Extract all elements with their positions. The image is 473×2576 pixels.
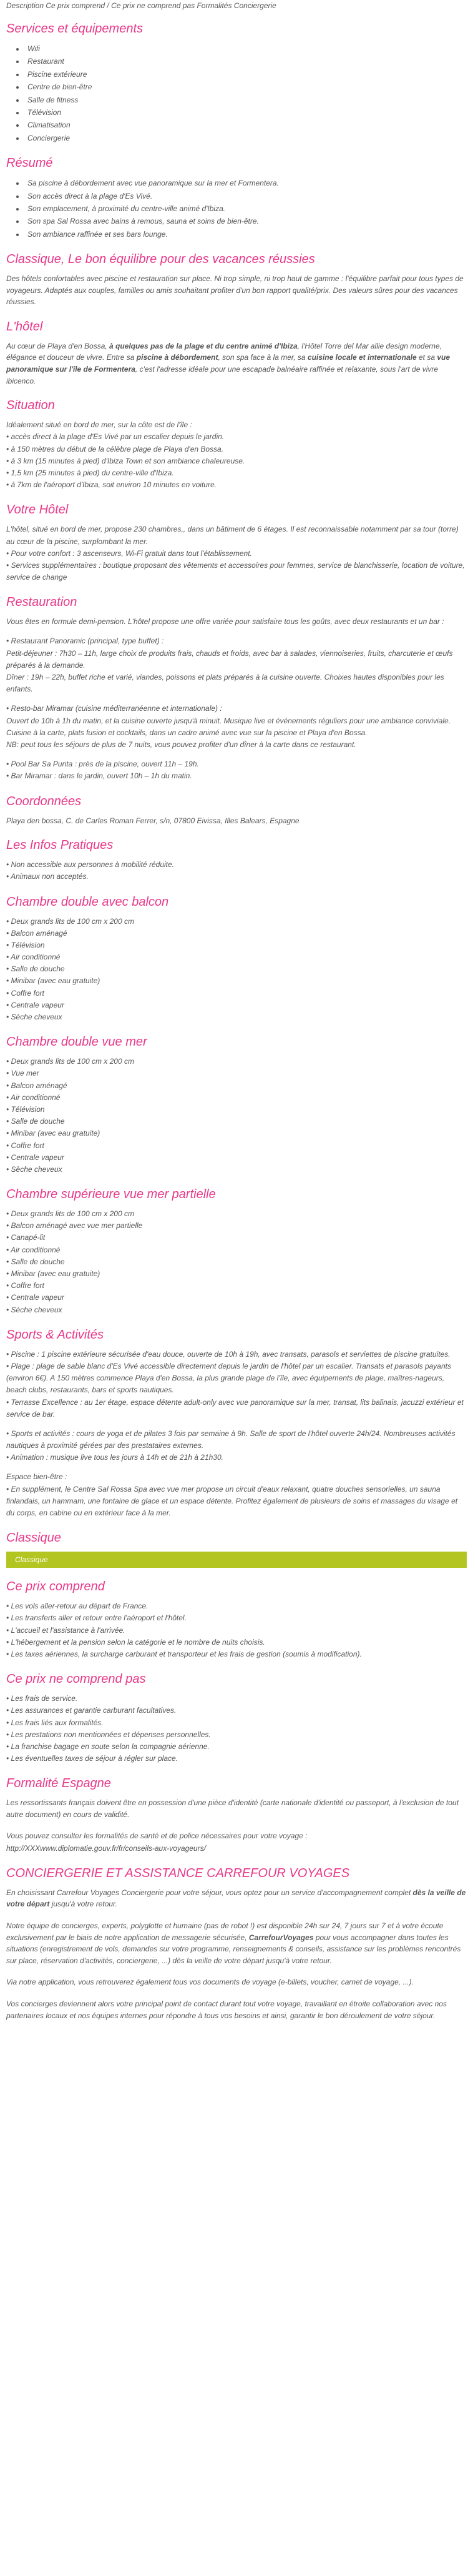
conciergerie-p4: Vos concierges deviennent alors votre principal point de contact durant tout votre voyage, travaillant en étroite collaboration avec nos partenaires locaux et nos équipes internes pour répondre à tous vos besoins et ainsi, garantir le bon déroulement de votre séjour. <box>6 1999 447 2020</box>
services-list <box>25 42 467 144</box>
list-item: • Télévision <box>25 106 467 119</box>
list-item: • Son emplacement, à proximité du centre-ville animé d'Ibiza. <box>25 202 467 215</box>
hotel-title: L'hôtel <box>6 319 43 334</box>
conciergerie-p2: Notre équipe de concierges, experts, polyglotte et humaine (pas de robot !) est disponible 24h sur 24, 7 jours sur 7 et à votre écoute exclusivement par le biais de notre application de messagerie sécurisée, CarrefourVoyages pour vous accompagner dans toutes les situations (enregistrement de vols, demandes sur votre programme, renseignements & conseils, assistance sur les problèmes rencontrés sur place, réservation d'activités, conciergerie, ...) dès la veille de votre départ jusqu'à votre retour. <box>6 1921 461 1965</box>
list-item: • Piscine extérieure <box>25 68 467 81</box>
list-item: • Son spa Sal Rossa avec bains à remous, sauna et soins de bien-être. <box>25 215 467 227</box>
comprend-lines: • Les vols aller-retour au départ de France. • Les transferts aller et retour entre l'aéroport et l'hôtel. • L'accueil et l'assistance à l'arrivée. • L'hébergement et la pension selon la catégorie et le nombre de nuits choisis. • Les taxes aériennes, la surcharge carburant et transporteur et les frais de gestion (soumis à modification). <box>6 1602 362 1658</box>
infos-lines: • Non accessible aux personnes à mobilité réduite. • Animaux non acceptés. <box>6 860 175 881</box>
formalite-title: Formalité Espagne <box>6 1776 111 1791</box>
conciergerie-p3: Via notre application, vous retrouverez également tous vos documents de voyage (e-billets, voucher, carnet de voyage, ...). <box>6 1978 414 1987</box>
ne-comprend-title: Ce prix ne comprend pas <box>6 1672 146 1687</box>
services-title: Services et équipements <box>6 22 144 36</box>
situation-title: Situation <box>6 399 55 413</box>
formalite-links: Vous pouvez consulter les formalités de santé et de police nécessaires pour votre voyage : http://XXXwww.diplomatie.gouv.fr/fr/conseils-aux-voyageurs/ <box>6 1830 467 1854</box>
conciergerie-p1: En choisissant Carrefour Voyages Conciergerie pour votre séjour, vous optez pour un service d'accompagnement complet dès la veille de votre départ jusqu'à votre retour. <box>6 1888 466 1909</box>
votre-hotel-title: Votre Hôtel <box>6 503 69 517</box>
sports-lines: • Piscine : 1 piscine extérieure sécurisée d'eau douce, ouverte de 10h à 19h, avec transats, parasols et serviettes de piscine gratuites. • Plage : plage de sable blanc d'Es Vivé accessible directement depuis le jardin de l'hôtel par un escalier. Transats et parasols payants (environ 6€). A 150 mètres commence Playa d'en Bossa, la plus grande plage de l'île, avec équipements de plage, maîtres-nageurs, beach clubs, restaurants, bars et sports nautiques. • Terrasse Excellence : au 1er étage, espace détente adult-only avec vue panoramique sur la mer, transat, lits balinais, jacuzzi extérieur et service de bar. • Sports et activités : cours de yoga et de pilates 3 fois par semaine à 9h. Salle de sport de l'hôtel ouverte 24h/24. Nombreuses activités nautiques à proximité gérées par des prestataires externes. • Animation : musique live tous les jours à 14h et de 21h à 21h30. Espace bien-être : • En supplément, le Centre Sal Rossa Spa avec vue mer propose un circuit d'eaux relaxant, quatre douches sensorielles, un sauna finlandais, un hammam, une fontaine de glace et un espace détente. Profitez également de plusieurs de soins et massages du visage et du corps, en cabine ou en extérieur face à la mer. <box>6 1349 464 1518</box>
hotel-text: Au cœur de Playa d'en Bossa, à quelques pas de la plage et du centre animé d'Ibiza, l'Hôtel Torre del Mar allie design moderne, élégance et douceur de vivre. Entre sa piscine à débordement, son spa face à la mer, sa cuisine locale et internationale et sa vue panoramique sur l'île de Formentera, c'est l'adresse idéale pour une escapade balnéaire raffinée et relaxante, sous l'art de vivre ibicenco. <box>6 341 451 385</box>
list-item: • Sa piscine à débordement avec vue panoramique sur la mer et Formentera. <box>25 177 467 189</box>
comprend-title: Ce prix comprend <box>6 1580 105 1594</box>
equilibre-text: Des hôtels confortables avec piscine et restauration sur place. Ni trop simple, ni trop haut de gamme : l'équilibre parfait pour tous types de voyageurs. Adaptés aux couples, familles ou amis souhaitant profiter d'un bon rapport qualité/prix. Des valeurs sûres pour des vacances réussies. <box>6 274 464 307</box>
situation-lines: Idéalement situé en bord de mer, sur la côte est de l'île : • accès direct à la plage d'Es Vivé par un escalier depuis le jardin. • à 150 mètres du début de la célèbre plage de Playa d'en Bossa. • à 3 km (15 minutes à pied) d'Ibiza Town et son ambiance chaleureuse. • 1,5 km (25 minutes à pied) du centre-ville d'Ibiza. • à 7km de l'aéroport d'Ibiza, soit environ 10 minutes en voiture. <box>6 420 245 490</box>
equilibre-title: Classique, Le bon équilibre pour des vacances réussies <box>6 252 315 267</box>
list-item: • Centre de bien-être <box>25 81 467 93</box>
list-item: • Wifi <box>25 42 467 55</box>
list-item: • Restaurant <box>25 55 467 67</box>
formalite-link[interactable]: http://XXXwww.diplomatie.gouv.fr/fr/conseils-aux-voyageurs/ <box>6 1843 206 1853</box>
chambre-balcon-title: Chambre double avec balcon <box>6 894 169 909</box>
tab-nav-text: Description Ce prix comprend / Ce prix ne comprend pas Formalités Conciergerie <box>6 1 276 10</box>
conciergerie-title: CONCIERGERIE ET ASSISTANCE CARREFOUR VOYAGES <box>6 1866 350 1880</box>
chambre-balcon-lines: • Deux grands lits de 100 cm x 200 cm • Balcon aménagé • Télévision • Air conditionné • Salle de douche • Minibar (avec eau gratuite) • Coffre fort • Centrale vapeur • Sèche cheveux <box>6 916 134 1022</box>
list-item: • Son accès direct à la plage d'Es Vivé. <box>25 190 467 202</box>
list-item: • Son ambiance raffinée et ses bars lounge. <box>25 228 467 240</box>
resume-list <box>25 177 467 240</box>
formalite-text: Les ressortissants français doivent être en possession d'une pièce d'identité (carte nationale d'identité ou passeport, à l'exclusion de tout autre document) en cours de validité. <box>6 1798 459 1819</box>
ne-comprend-lines: • Les frais de service. • Les assurances et garantie carburant facultatives. • Les frais liés aux formalités. • Les prestations non mentionnées et dépenses personnelles. • La franchise bagage en soute selon la compagnie aérienne. • Les éventuelles taxes de séjour à régler sur place. <box>6 1694 211 1763</box>
chambre-sup-lines: • Deux grands lits de 100 cm x 200 cm • Balcon aménagé avec vue mer partielle • Canapé-lit • Air conditionné • Salle de douche • Minibar (avec eau gratuite) • Coffre fort • Centrale vapeur • Sèche cheveux <box>6 1209 143 1314</box>
restauration-title: Restauration <box>6 595 77 610</box>
votre-hotel-lines: L'hôtel, situé en bord de mer, propose 230 chambres,, dans un bâtiment de 6 étages. Il est reconnaissable notamment par sa tour (torre) au cœur de la piscine, surplombant la mer. • Pour votre confort : 3 ascenseurs, Wi-Fi gratuit dans tout l'établissement. • Services supplémentaires : boutique proposant des vêtements et accessoires pour femmes, service de blanchisserie, location de voiture, service de change <box>6 525 465 582</box>
chambre-mer-title: Chambre double vue mer <box>6 1035 147 1049</box>
list-item: • Climatisation <box>25 119 467 131</box>
coordonnees-title: Coordonnées <box>6 794 82 808</box>
infos-title: Les Infos Pratiques <box>6 838 114 853</box>
resume-title: Résumé <box>6 156 53 171</box>
classique-bar: Classique <box>6 1552 467 1568</box>
classique-title: Classique <box>6 1531 61 1545</box>
restauration-lines: Vous êtes en formule demi-pension. L'hôtel propose une offre variée pour satisfaire tous les goûts, avec deux restaurants et un bar : • Restaurant Panoramic (principal, type buffet) : Petit-déjeuner : 7h30 – 11h, large choix de produits frais, chauds et froids, avec bar à salades, viennoiseries, fruits, charcuterie et œufs préparés à la demande. Dîner : 19h – 22h, buffet riche et varié, viandes, poissons et plats préparés à la cuisine ouverte. Choixes hautes disponibles pour les enfants. • Resto-bar Miramar (cuisine méditerranéenne et internationale) : Ouvert de 10h à 1h du matin, et la cuisine ouverte jusqu'à minuit. Musique live et événements réguliers pour une ambiance conviviale. Cuisine à la carte, plats fusion et cocktails, dans un cadre animé avec vue sur la piscine et Playa d'en Bossa. NB: peut tous les séjours de plus de 7 nuits, vous pouvez profiter d'un dîner à la carte dans ce restaurant. • Pool Bar Sa Punta : près de la piscine, ouvert 11h – 19h. • Bar Miramar : dans le jardin, ouvert 10h – 1h du matin. <box>6 617 453 781</box>
list-item: • Salle de fitness <box>25 94 467 106</box>
list-item: • Conciergerie <box>25 132 467 144</box>
chambre-sup-title: Chambre supérieure vue mer partielle <box>6 1187 216 1202</box>
address: Playa den bossa, C. de Carles Roman Ferrer, s/n, 07800 Eivissa, Illes Balears, Espagne <box>6 816 300 825</box>
chambre-mer-lines: • Deux grands lits de 100 cm x 200 cm • Vue mer • Balcon aménagé • Air conditionné • Télévision • Salle de douche • Minibar (avec eau gratuite) • Coffre fort • Centrale vapeur • Sèche cheveux <box>6 1057 134 1174</box>
sports-title: Sports & Activités <box>6 1327 104 1342</box>
